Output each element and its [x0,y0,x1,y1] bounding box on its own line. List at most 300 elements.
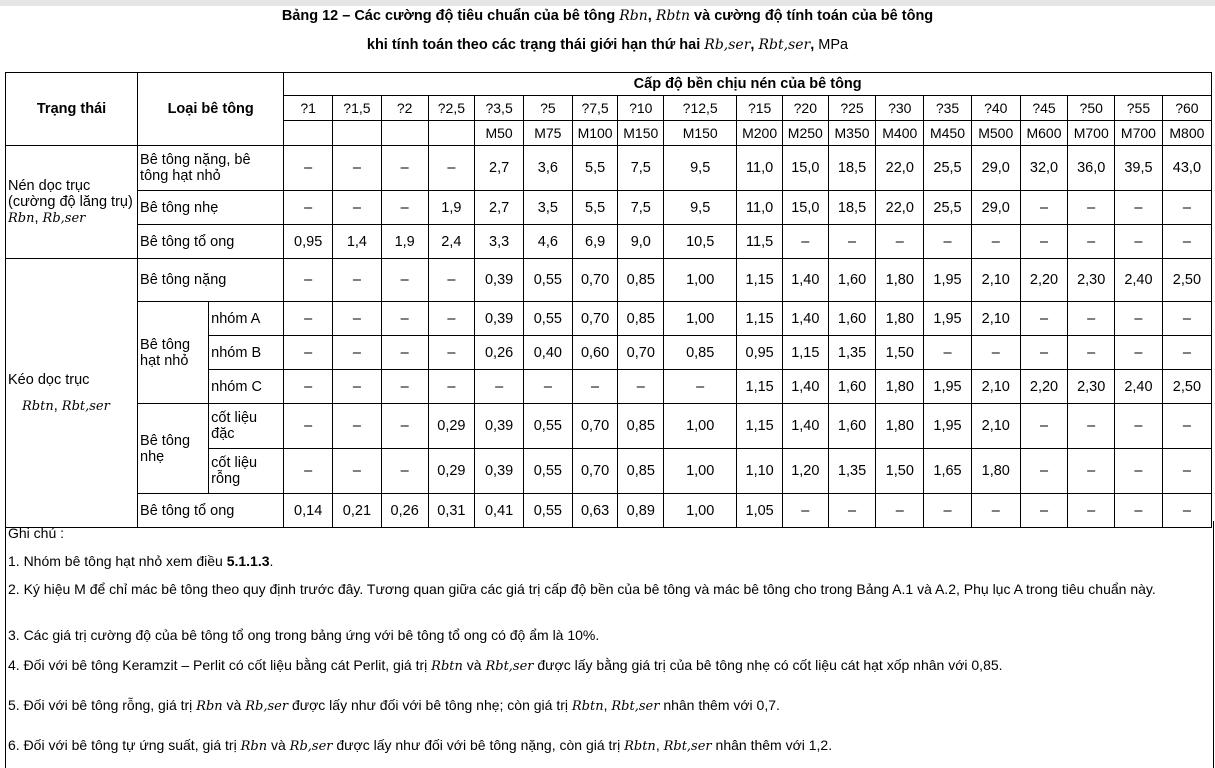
value-cell: 0,89 [618,494,664,528]
value-cell: – [828,225,876,259]
value-cell: – [1115,336,1163,370]
title-text-2a: khi tính toán theo các trạng thái giới hạn thứ hai [366,37,701,53]
value-cell: – [782,494,828,528]
note-6-text-a: 6. Đối với bê tông tự ứng suất, giá trị [8,737,237,753]
value-cell: – [1115,449,1163,494]
table-row [6,302,1212,336]
value-cell: – [1068,191,1115,225]
value-cell: 0,26 [475,336,524,370]
value-cell: 1,95 [924,302,972,336]
value-cell: 7,5 [618,191,664,225]
compression-sep: , [34,209,39,226]
value-cell: – [572,370,618,404]
value-cell: 9,5 [664,146,737,191]
value-cell: – [428,370,475,404]
value-cell: 2,4 [428,225,475,259]
value-cell: 1,15 [737,370,783,404]
value-cell: 25,5 [924,146,972,191]
value-cell: – [1020,302,1068,336]
table-body [6,73,1212,528]
note-4 [8,657,1208,675]
value-cell: 2,10 [971,370,1020,404]
value-cell: 0,70 [572,404,618,449]
symbol-rbn: Rbn [8,210,35,226]
grade-mark-cell [428,121,475,146]
value-cell: – [523,370,572,404]
value-cell: 29,0 [971,146,1020,191]
symbol-rbser: Rb,ser [245,699,289,714]
value-cell: – [428,146,475,191]
value-cell: 1,80 [971,449,1020,494]
value-cell: 2,40 [1115,259,1163,302]
value-cell: 18,5 [828,146,876,191]
header-grade-group: Cấp độ bền chịu nén của bê tông [284,73,1212,96]
symbol-rbser: Rb,ser [704,37,751,53]
value-cell: – [1020,449,1068,494]
grade-mark-cell: M400 [876,121,924,146]
symbol-rbtser: Rbt,ser [758,37,811,53]
value-cell: 1,20 [782,449,828,494]
grade-mark-cell: M700 [1068,121,1115,146]
row-subtype: nhóm A [209,302,284,336]
grade-mark-cell: M250 [782,121,828,146]
value-cell: – [1115,494,1163,528]
value-cell: – [475,370,524,404]
value-cell: – [1162,225,1211,259]
value-cell: – [333,146,382,191]
symbol-rbtser: Rbt,ser [611,699,660,714]
table-row [6,191,1212,225]
grade-class-cell: ?25 [828,96,876,121]
value-cell: 10,5 [664,225,737,259]
note-6-and: và [270,737,286,753]
value-cell: 0,31 [428,494,475,528]
value-cell: 2,20 [1020,259,1068,302]
value-cell: 1,60 [828,370,876,404]
grade-class-cell: ?2,5 [428,96,475,121]
value-cell: – [1068,404,1115,449]
value-cell: 0,55 [523,259,572,302]
value-cell: – [876,225,924,259]
table-title-line-1 [0,8,1215,24]
title-text-1b: và cường độ tính toán của bê tông [694,8,934,24]
value-cell: 0,39 [475,259,524,302]
symbol-rbtn: Rbtn [431,659,463,674]
value-cell: 3,6 [523,146,572,191]
symbol-rbn: Rbn [619,8,648,24]
value-cell: – [782,225,828,259]
value-cell: – [1020,404,1068,449]
value-cell: 2,40 [1115,370,1163,404]
value-cell: – [381,302,428,336]
value-cell: 1,15 [737,302,783,336]
value-cell: – [1020,494,1068,528]
value-cell: 2,7 [475,191,524,225]
value-cell: – [971,336,1020,370]
value-cell: 3,3 [475,225,524,259]
note-6 [8,737,1208,755]
value-cell: 1,40 [782,259,828,302]
header-state: Trạng thái [6,73,138,146]
note-5-sep: , [603,697,608,713]
note-5 [8,697,1208,715]
value-cell: – [828,494,876,528]
tension-sep: , [53,397,58,414]
note-6-text-b: được lấy như đối với bê tông nặng, còn giá trị [336,737,621,753]
grade-mark-cell: M450 [924,121,972,146]
value-cell: 29,0 [971,191,1020,225]
value-cell: – [1068,336,1115,370]
value-cell: 1,65 [924,449,972,494]
symbol-rbtn: Rbtn [571,699,604,714]
value-cell: – [1020,225,1068,259]
value-cell: – [1162,191,1211,225]
value-cell: – [284,370,333,404]
note-4-text-a: 4. Đối với bê tông Keramzit – Perlit có cốt liệu bằng cát Perlit, giá trị [8,657,428,673]
value-cell: 0,70 [618,336,664,370]
note-6-sep: , [655,737,660,753]
grade-class-cell: ?15 [737,96,783,121]
value-cell: 0,85 [618,449,664,494]
value-cell: 1,95 [924,404,972,449]
value-cell: – [428,336,475,370]
group-compression [6,146,138,259]
value-cell: 36,0 [1068,146,1115,191]
value-cell: 0,39 [475,449,524,494]
grade-class-cell: ?1,5 [333,96,382,121]
value-cell: – [971,494,1020,528]
value-cell: 1,00 [664,449,737,494]
value-cell: 0,70 [572,302,618,336]
value-cell: – [1068,302,1115,336]
note-1-text: 1. Nhóm bê tông hạt nhỏ xem điều [8,553,223,569]
row-type: Bê tông nặng [138,259,284,302]
value-cell: 0,55 [523,404,572,449]
top-strip [0,0,1215,6]
grade-mark-cell: M600 [1020,121,1068,146]
row-subtype: nhóm C [209,370,284,404]
value-cell: 1,95 [924,259,972,302]
value-cell: 0,55 [523,494,572,528]
value-cell: – [876,494,924,528]
value-cell: – [381,336,428,370]
value-cell: 1,15 [737,259,783,302]
value-cell: – [381,146,428,191]
value-cell: 1,80 [876,302,924,336]
grade-mark-cell: M150 [618,121,664,146]
value-cell: – [924,225,972,259]
subgroup-light: Bê tông nhẹ [138,404,209,494]
value-cell: – [284,336,333,370]
symbol-rbtn: Rbtn [22,398,54,414]
value-cell: 6,9 [572,225,618,259]
value-cell: – [1162,494,1211,528]
row-type: Bê tông tổ ong [138,494,284,528]
value-cell: – [618,370,664,404]
value-cell: – [1162,449,1211,494]
value-cell: – [428,259,475,302]
group-tension [6,259,138,528]
title-unit: MPa [818,37,849,53]
value-cell: 1,50 [876,336,924,370]
grade-class-cell: ?50 [1068,96,1115,121]
value-cell: 0,85 [618,259,664,302]
row-type: Bê tông nặng, bê tông hạt nhỏ [138,146,284,191]
row-subtype: nhóm B [209,336,284,370]
notes-heading: Ghi chú : [8,525,65,541]
note-5-text-a: 5. Đối với bê tông rỗng, giá trị [8,697,193,713]
value-cell: 1,80 [876,259,924,302]
value-cell: 1,10 [737,449,783,494]
value-cell: 2,7 [475,146,524,191]
value-cell: – [1162,404,1211,449]
value-cell: 0,85 [618,404,664,449]
value-cell: 9,5 [664,191,737,225]
table-row [6,404,1212,449]
title-text-1a: Bảng 12 – Các cường độ tiêu chuẩn của bê tông [281,8,616,24]
value-cell: 1,40 [782,302,828,336]
value-cell: 0,14 [284,494,333,528]
value-cell: 0,85 [664,336,737,370]
note-1 [8,553,1208,570]
value-cell: – [971,225,1020,259]
value-cell: 39,5 [1115,146,1163,191]
value-cell: 0,63 [572,494,618,528]
grade-class-cell: ?1 [284,96,333,121]
grade-class-cell: ?45 [1020,96,1068,121]
value-cell: – [1020,336,1068,370]
table-row [6,259,1212,302]
header-row-1 [6,73,1212,96]
value-cell: – [1068,494,1115,528]
symbol-rbn: Rbn [196,699,223,714]
value-cell: 2,30 [1068,259,1115,302]
value-cell: 1,9 [381,225,428,259]
value-cell: 7,5 [618,146,664,191]
grade-mark-cell [381,121,428,146]
value-cell: 0,40 [523,336,572,370]
grade-mark-cell: M500 [971,121,1020,146]
row-subtype: cốt liệu rỗng [209,449,284,494]
grade-mark-cell: M800 [1162,121,1211,146]
value-cell: – [381,259,428,302]
value-cell: 2,10 [971,302,1020,336]
value-cell: 0,70 [572,259,618,302]
value-cell: – [284,302,333,336]
value-cell: 0,85 [618,302,664,336]
value-cell: 22,0 [876,191,924,225]
value-cell: – [1115,191,1163,225]
value-cell: 1,15 [737,404,783,449]
value-cell: 1,00 [664,302,737,336]
row-type: Bê tông nhẹ [138,191,284,225]
grade-class-cell: ?7,5 [572,96,618,121]
value-cell: – [284,449,333,494]
value-cell: 15,0 [782,146,828,191]
subgroup-fine-grain: Bê tông hạt nhỏ [138,302,209,404]
grade-mark-cell: M700 [1115,121,1163,146]
tension-label: Kéo dọc trục [8,371,90,388]
value-cell: 1,80 [876,404,924,449]
note-1-ref: 5.1.1.3 [226,553,270,569]
value-cell: 1,00 [664,494,737,528]
grade-mark-cell: M50 [475,121,524,146]
note-6-text-c: nhân thêm với 1,2. [715,737,833,753]
value-cell: – [333,404,382,449]
value-cell: – [284,259,333,302]
value-cell: 0,60 [572,336,618,370]
value-cell: 1,35 [828,449,876,494]
value-cell: 1,00 [664,404,737,449]
value-cell: – [1068,449,1115,494]
grade-class-cell: ?2 [381,96,428,121]
grade-class-cell: ?35 [924,96,972,121]
title-sep: , [647,8,652,24]
value-cell: 1,05 [737,494,783,528]
grade-class-cell: ?20 [782,96,828,121]
title-sep-2: , [750,37,755,53]
value-cell: – [1115,302,1163,336]
value-cell: 18,5 [828,191,876,225]
value-cell: 9,0 [618,225,664,259]
value-cell: 0,29 [428,449,475,494]
value-cell: – [284,191,333,225]
value-cell: – [924,494,972,528]
header-concrete-type: Loại bê tông [138,73,284,146]
grade-class-cell: ?30 [876,96,924,121]
value-cell: 4,6 [523,225,572,259]
value-cell: 2,10 [971,259,1020,302]
grade-class-cell: ?3,5 [475,96,524,121]
value-cell: – [1162,336,1211,370]
grade-mark-cell: M100 [572,121,618,146]
note-5-text-b: được lấy như đối với bê tông nhẹ; còn giá trị [291,697,568,713]
value-cell: – [381,404,428,449]
table-row [6,146,1212,191]
value-cell: – [284,404,333,449]
value-cell: 1,15 [782,336,828,370]
note-3: 3. Các giá trị cường độ của bê tông tổ ong trong bảng ứng với bê tông tổ ong có độ ẩm là 10%. [8,627,600,643]
value-cell: 0,21 [333,494,382,528]
value-cell: 0,55 [523,449,572,494]
value-cell: 0,39 [475,404,524,449]
symbol-rbtn: Rbtn [655,8,691,24]
grade-class-cell: ?12,5 [664,96,737,121]
value-cell: 0,95 [737,336,783,370]
value-cell: – [1115,225,1163,259]
value-cell: 1,50 [876,449,924,494]
title-sep-3: , [810,37,815,53]
value-cell: 1,9 [428,191,475,225]
value-cell: 0,95 [284,225,333,259]
value-cell: 15,0 [782,191,828,225]
value-cell: – [381,191,428,225]
value-cell: – [333,336,382,370]
value-cell: 1,40 [782,404,828,449]
compression-label: Nén dọc trục (cường độ lăng trụ) [8,177,133,210]
value-cell: – [1068,225,1115,259]
value-cell: – [924,336,972,370]
value-cell: – [333,191,382,225]
value-cell: – [664,370,737,404]
grade-mark-cell: M150 [664,121,737,146]
symbol-rbtser: Rbt,ser [485,659,534,674]
value-cell: 1,60 [828,259,876,302]
note-4-and: và [466,657,482,673]
value-cell: 22,0 [876,146,924,191]
table-row [6,225,1212,259]
value-cell: – [1020,191,1068,225]
grade-mark-cell: M200 [737,121,783,146]
note-5-text-c: nhân thêm với 0,7. [663,697,780,713]
value-cell: 0,39 [475,302,524,336]
value-cell: – [428,302,475,336]
value-cell: 1,60 [828,302,876,336]
value-cell: 1,40 [782,370,828,404]
grade-mark-cell: M350 [828,121,876,146]
value-cell: 2,20 [1020,370,1068,404]
symbol-rbser: Rb,ser [289,739,333,754]
value-cell: 11,0 [737,146,783,191]
value-cell: 0,29 [428,404,475,449]
row-subtype: cốt liệu đặc [209,404,284,449]
grade-mark-cell: M75 [523,121,572,146]
value-cell: 1,60 [828,404,876,449]
symbol-rbtser: Rbt,ser [663,739,712,754]
value-cell: 1,35 [828,336,876,370]
note-2: 2. Ký hiệu M để chỉ mác bê tông theo quy định trước đây. Tương quan giữa các giá trị cấp độ bền của bê tông và mác bê tông cho trong Bảng A.1 và A.2, Phụ lục A trong tiêu chuẩn này. [8,581,1156,597]
value-cell: 2,10 [971,404,1020,449]
symbol-rbn: Rbn [240,739,268,754]
value-cell: 1,95 [924,370,972,404]
value-cell: – [284,146,333,191]
value-cell: 0,41 [475,494,524,528]
value-cell: – [333,302,382,336]
value-cell: – [381,370,428,404]
grade-class-cell: ?55 [1115,96,1163,121]
note-4-text-b: được lấy bằng giá trị của bê tông nhẹ có cốt liệu cát hạt xốp nhân với 0,85. [537,657,1003,673]
value-cell: – [333,449,382,494]
value-cell: 2,30 [1068,370,1115,404]
value-cell: 3,5 [523,191,572,225]
value-cell: 2,50 [1162,259,1211,302]
value-cell: 2,50 [1162,370,1211,404]
value-cell: – [1115,404,1163,449]
value-cell: 5,5 [572,191,618,225]
grade-mark-cell [333,121,382,146]
value-cell: 32,0 [1020,146,1068,191]
strength-table [5,72,1212,528]
value-cell: 11,5 [737,225,783,259]
value-cell: 1,00 [664,259,737,302]
value-cell: 1,4 [333,225,382,259]
note-1-end: . [269,553,274,569]
value-cell: 25,5 [924,191,972,225]
value-cell: – [333,370,382,404]
note-5-and: và [226,697,242,713]
grade-class-cell: ?40 [971,96,1020,121]
value-cell: 1,80 [876,370,924,404]
symbol-rbtn: Rbtn [624,739,656,754]
grade-mark-cell [284,121,333,146]
table-title-line-2 [0,37,1215,53]
value-cell: 11,0 [737,191,783,225]
symbol-rbtser: Rbt,ser [61,398,110,414]
value-cell: 0,55 [523,302,572,336]
grade-class-cell: ?5 [523,96,572,121]
notes-box [5,521,1214,768]
grade-class-cell: ?10 [618,96,664,121]
